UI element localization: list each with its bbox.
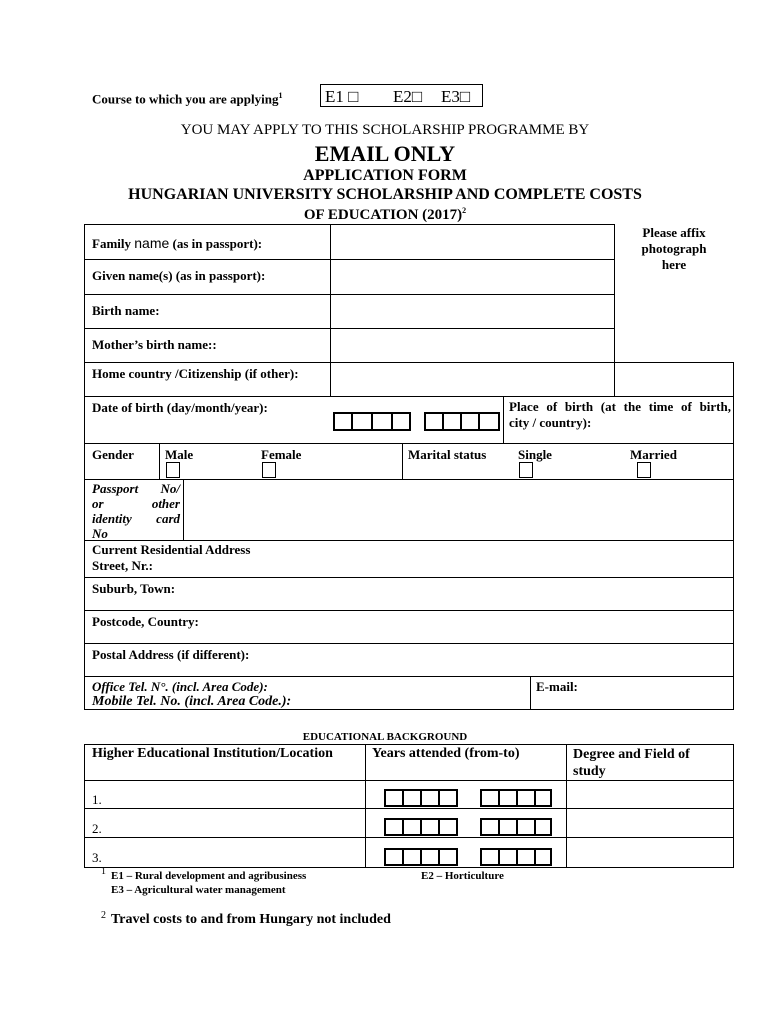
birth-name-label: Birth name: [92,303,160,318]
given-name-label: Given name(s) (as in passport): [92,268,266,283]
female-label: Female [261,447,302,462]
birth-name-field[interactable] [331,295,614,328]
edu-row-1-to-boxes[interactable] [480,789,552,807]
edu-row-1-number: 1. [92,792,102,807]
edu-row-3-from-boxes[interactable] [384,848,458,866]
edu-row-2-degree-field[interactable] [567,809,733,837]
edu-row-1-from-boxes[interactable] [384,789,458,807]
place-of-birth-label-2: city / country): [509,415,592,430]
male-label: Male [165,447,194,462]
footnote-1-e1: E1 – Rural development and agribusiness [111,870,307,882]
edu-row-2-from-boxes[interactable] [384,818,458,836]
edu-row-3-number: 3. [92,850,102,865]
dob-year-boxes[interactable] [424,412,500,431]
date-of-birth-label: Date of birth (day/month/year): [92,400,268,415]
female-checkbox[interactable] [262,462,276,478]
family-name-field[interactable] [331,225,614,259]
form-title: APPLICATION FORM [303,167,467,184]
place-of-birth-label: Place of birth (at the time of birth, [509,399,731,414]
marital-status-label: Marital status [408,447,487,462]
edu-row-2-institution-field[interactable] [104,809,364,837]
male-checkbox[interactable] [166,462,180,478]
married-checkbox[interactable] [637,462,651,478]
email-only-heading: EMAIL ONLY [314,141,456,166]
email-label: E-mail: [536,679,578,694]
mother-birth-name-label: Mother’s birth name:: [92,337,217,352]
footnote-1-e2: E2 – Horticulture [421,870,504,882]
married-label: Married [630,447,677,462]
col-degree-header: Degree and Field of study [573,747,690,779]
mobile-tel-label: Mobile Tel. No. (incl. Area Code.): [92,694,292,709]
education-section-title: EDUCATIONAL BACKGROUND [302,731,468,743]
home-country-field[interactable] [331,363,614,396]
col-institution-header: Higher Educational Institution/Location [92,746,333,761]
form-subtitle-1: HUNGARIAN UNIVERSITY SCHOLARSHIP AND COMPLETE COSTS [128,186,642,203]
gender-label: Gender [92,447,134,462]
edu-row-3-institution-field[interactable] [104,838,364,867]
course-option-e2[interactable]: E2□ [393,87,423,106]
footnote-1-e3: E3 – Agricultural water management [111,884,286,896]
email-notice: YOU MAY APPLY TO THIS SCHOLARSHIP PROGRAMME BY [180,122,590,138]
postcode-country-label: Postcode, Country: [92,614,199,629]
postal-address-label: Postal Address (if different): [92,647,250,662]
family-name-label: Family name (as in passport): [92,235,263,251]
dob-day-month-boxes[interactable] [333,412,411,431]
footnote-2-text: Travel costs to and from Hungary not included [111,912,391,927]
col-years-header: Years attended (from-to) [372,746,520,761]
edu-row-3-degree-field[interactable] [567,838,733,867]
footnote-1-number: 1 [101,866,106,877]
edu-row-1-degree-field[interactable] [567,781,733,808]
form-subtitle-2: OF EDUCATION $(2017)^2$ [303,206,467,223]
passport-label: Passport No/ or other identity card No [92,481,180,541]
edu-row-2-number: 2. [92,821,102,836]
current-address-label: Current Residential Address Street, Nr.: [92,542,251,573]
footnote-2-number: 2 [101,910,106,921]
edu-row-3-to-boxes[interactable] [480,848,552,866]
edu-row-1-institution-field[interactable] [104,781,364,808]
single-checkbox[interactable] [519,462,533,478]
photo-placeholder: Please affix photograph here [641,225,707,272]
single-label: Single [518,447,552,462]
mother-birth-name-field[interactable] [331,329,614,362]
office-tel-label: Office Tel. N°. (incl. Area Code): [92,679,268,694]
home-country-label: Home country /Citizenship (if other): [92,366,299,381]
given-name-field[interactable] [331,260,614,294]
suburb-town-label: Suburb, Town: [92,581,176,596]
course-label: Course to which you are applying$^1$ [92,91,283,107]
course-option-e1[interactable]: E1 □ [325,87,359,106]
passport-number-field[interactable] [184,480,733,540]
course-option-e3[interactable]: E3□ [441,87,471,106]
edu-row-2-to-boxes[interactable] [480,818,552,836]
